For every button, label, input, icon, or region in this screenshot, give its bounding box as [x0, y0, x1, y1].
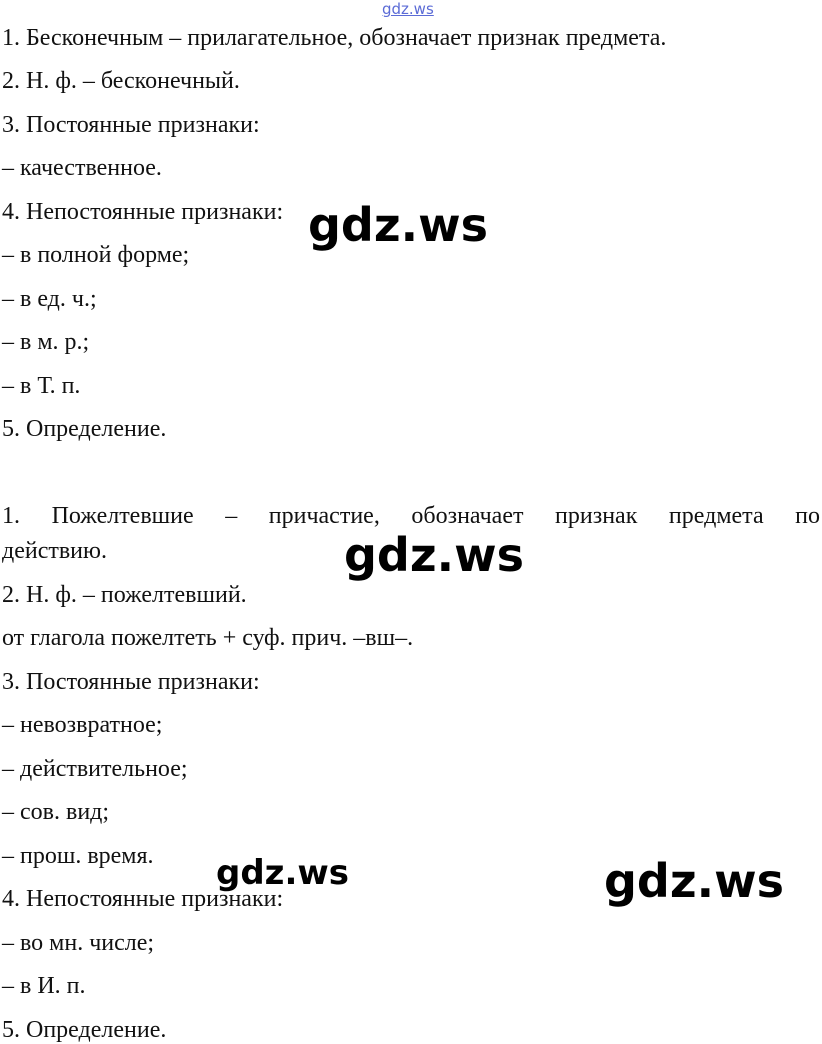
text-line: 4. Непостоянные признаки:	[2, 886, 284, 912]
watermark-top-link[interactable]: gdz.ws	[382, 0, 434, 18]
text-line: 2. Н. ф. – бесконечный.	[2, 68, 240, 94]
watermark: gdz.ws	[216, 853, 350, 893]
text-line: 3. Постоянные признаки:	[2, 669, 260, 695]
text-line: 3. Постоянные признаки:	[2, 112, 260, 138]
text-line: – в Т. п.	[2, 373, 81, 399]
text-line: действию.	[2, 538, 107, 564]
text-line: – качественное.	[2, 155, 162, 181]
watermark: gdz.ws	[308, 198, 488, 252]
text-line: – в ед. ч.;	[2, 286, 97, 312]
text-line: 1. Бесконечным – прилагательное, обозначает признак предмета.	[2, 25, 667, 51]
text-line: – невозвратное;	[2, 712, 163, 738]
text-line: – действительное;	[2, 756, 188, 782]
text-line: от глагола пожелтеть + суф. прич. –вш–.	[2, 625, 414, 651]
text-line: 5. Определение.	[2, 1017, 167, 1043]
text-line: – во мн. числе;	[2, 930, 155, 956]
text-line: 5. Определение.	[2, 416, 167, 442]
text-line: – в полной форме;	[2, 242, 190, 268]
text-line: 4. Непостоянные признаки:	[2, 199, 284, 225]
text-line: 2. Н. ф. – пожелтевший.	[2, 582, 247, 608]
text-line: – сов. вид;	[2, 799, 110, 825]
text-line: – прош. время.	[2, 843, 154, 869]
watermark: gdz.ws	[344, 528, 524, 582]
watermark: gdz.ws	[604, 854, 784, 908]
text-line: – в м. р.;	[2, 329, 90, 355]
text-line: – в И. п.	[2, 973, 86, 999]
text-line: 1. Пожелтевшие – причастие, обозначает признак предмета по	[2, 503, 820, 529]
